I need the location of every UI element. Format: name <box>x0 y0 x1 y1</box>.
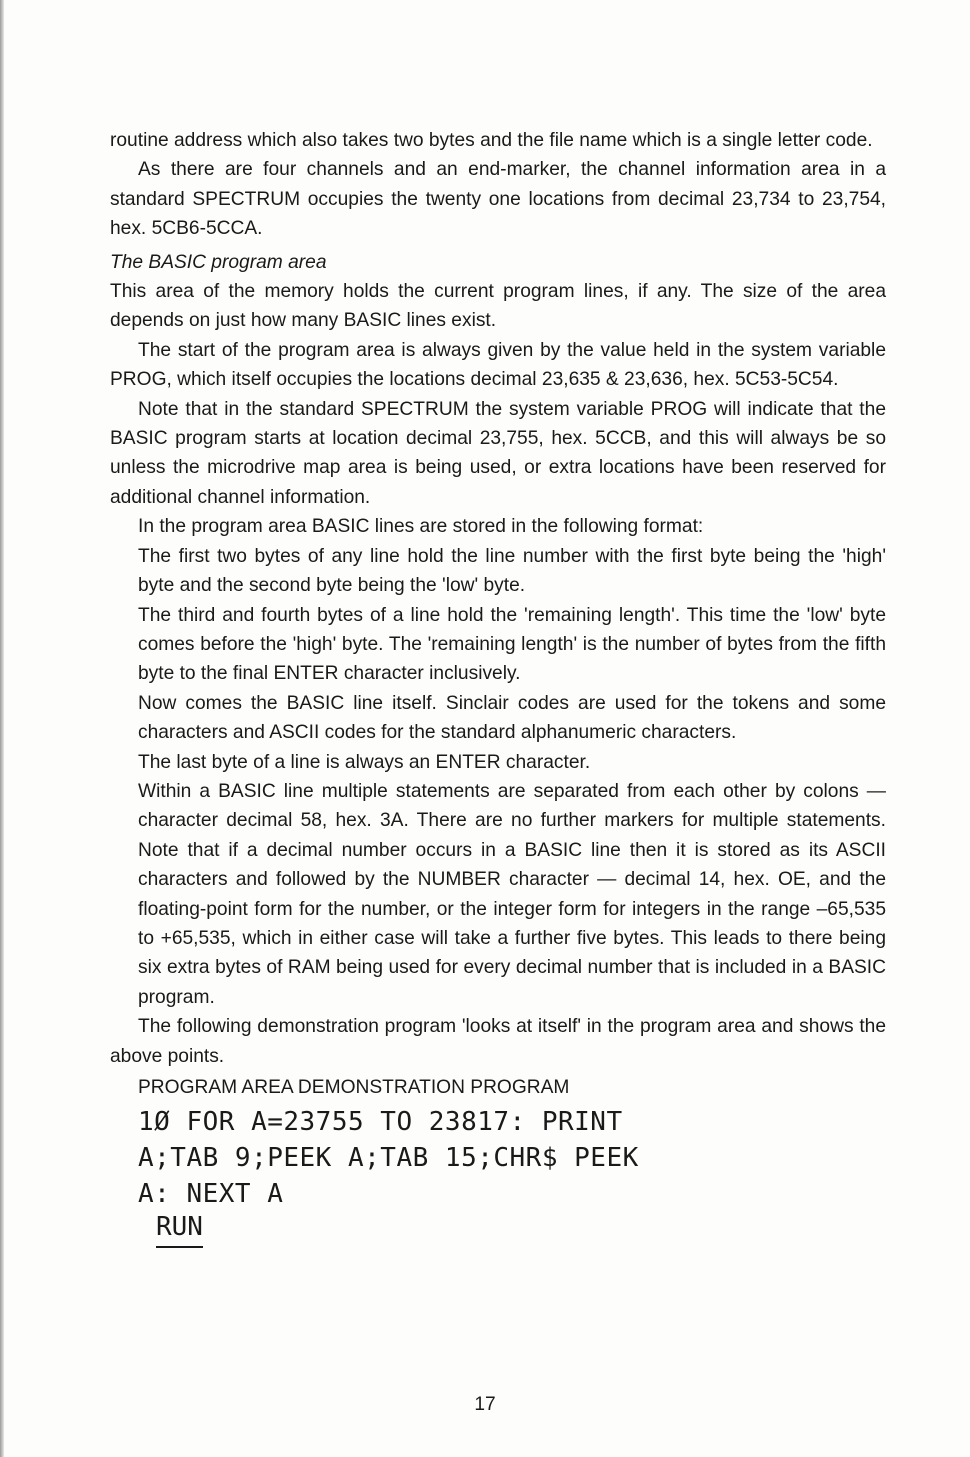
paragraph: As there are four channels and an end-marker, the channel information area in a standard SPECTRUM occupies the twenty one locations from decimal 23,734 to 23,754, hex. 5CB6-5CCA. <box>110 159 886 240</box>
page-edge-shadow <box>0 0 4 1457</box>
paragraph: The following demonstration program 'looks at itself' in the program area and shows the above points. <box>110 1016 886 1067</box>
format-item: Now comes the BASIC line itself. Sinclair codes are used for the tokens and some characters and ASCII codes for the standard alphanumeric characters. <box>138 692 886 744</box>
paragraph: This area of the memory holds the current program lines, if any. The size of the area depends on just how many BASIC lines exist. <box>110 281 886 332</box>
format-item: The first two bytes of any line hold the line number with the first byte being the 'high' byte and the second byte being the 'low' byte. <box>138 545 886 597</box>
page-body <box>110 126 886 1248</box>
run-label: RUN <box>156 1210 203 1248</box>
program-listing <box>110 1104 886 1212</box>
program-title: PROGRAM AREA DEMONSTRATION PROGRAM <box>138 1077 570 1098</box>
code-line: 1Ø FOR A=23755 TO 23817: PRINT <box>138 1107 623 1138</box>
paragraph: The start of the program area is always given by the value held in the system variable PROG, which itself occupies the locations decimal 23,635 & 23,636, hex. 5C53-5C54. <box>110 339 886 391</box>
run-command <box>110 1210 886 1248</box>
code-line: A;TAB 9;PEEK A;TAB 15;CHR$ PEEK <box>138 1143 639 1174</box>
format-item: The third and fourth bytes of a line hold the 'remaining length'. This time the 'low' byte comes before the 'high' byte. The 'remaining length' is the number of bytes from the fifth byte to the final ENTER character inclusively. <box>138 604 886 685</box>
format-item: The last byte of a line is always an ENTER character. <box>138 751 591 773</box>
page-number: 17 <box>474 1394 496 1415</box>
paragraph: routine address which also takes two bytes and the file name which is a single letter code. <box>110 130 873 151</box>
format-item: Within a BASIC line multiple statements are separated from each other by colons — character decimal 58, hex. 3A. There are no further markers for multiple statements. Note that if a decimal number occurs in a BASIC line then it is stored as its ASCII characters and followed by the NUMBER character — decimal 14, hex. OE, and the floating-point form for the number, or the integer form for integers in the range –65,535 to +65,535, which in either case will take a further five bytes. This leads to there being six extra bytes of RAM being used for every decimal number that is included in a BASIC program. <box>138 780 886 1008</box>
section-heading: The BASIC program area <box>110 251 327 273</box>
code-line: A: NEXT A <box>138 1179 284 1210</box>
paragraph: In the program area BASIC lines are stored in the following format: <box>138 516 704 538</box>
paragraph: Note that in the standard SPECTRUM the system variable PROG will indicate that the BASIC program starts at location decimal 23,755, hex. 5CCB, and this will always be so unless the microdrive map area is being used, or extra locations have been reserved for additional channel information. <box>110 398 886 508</box>
